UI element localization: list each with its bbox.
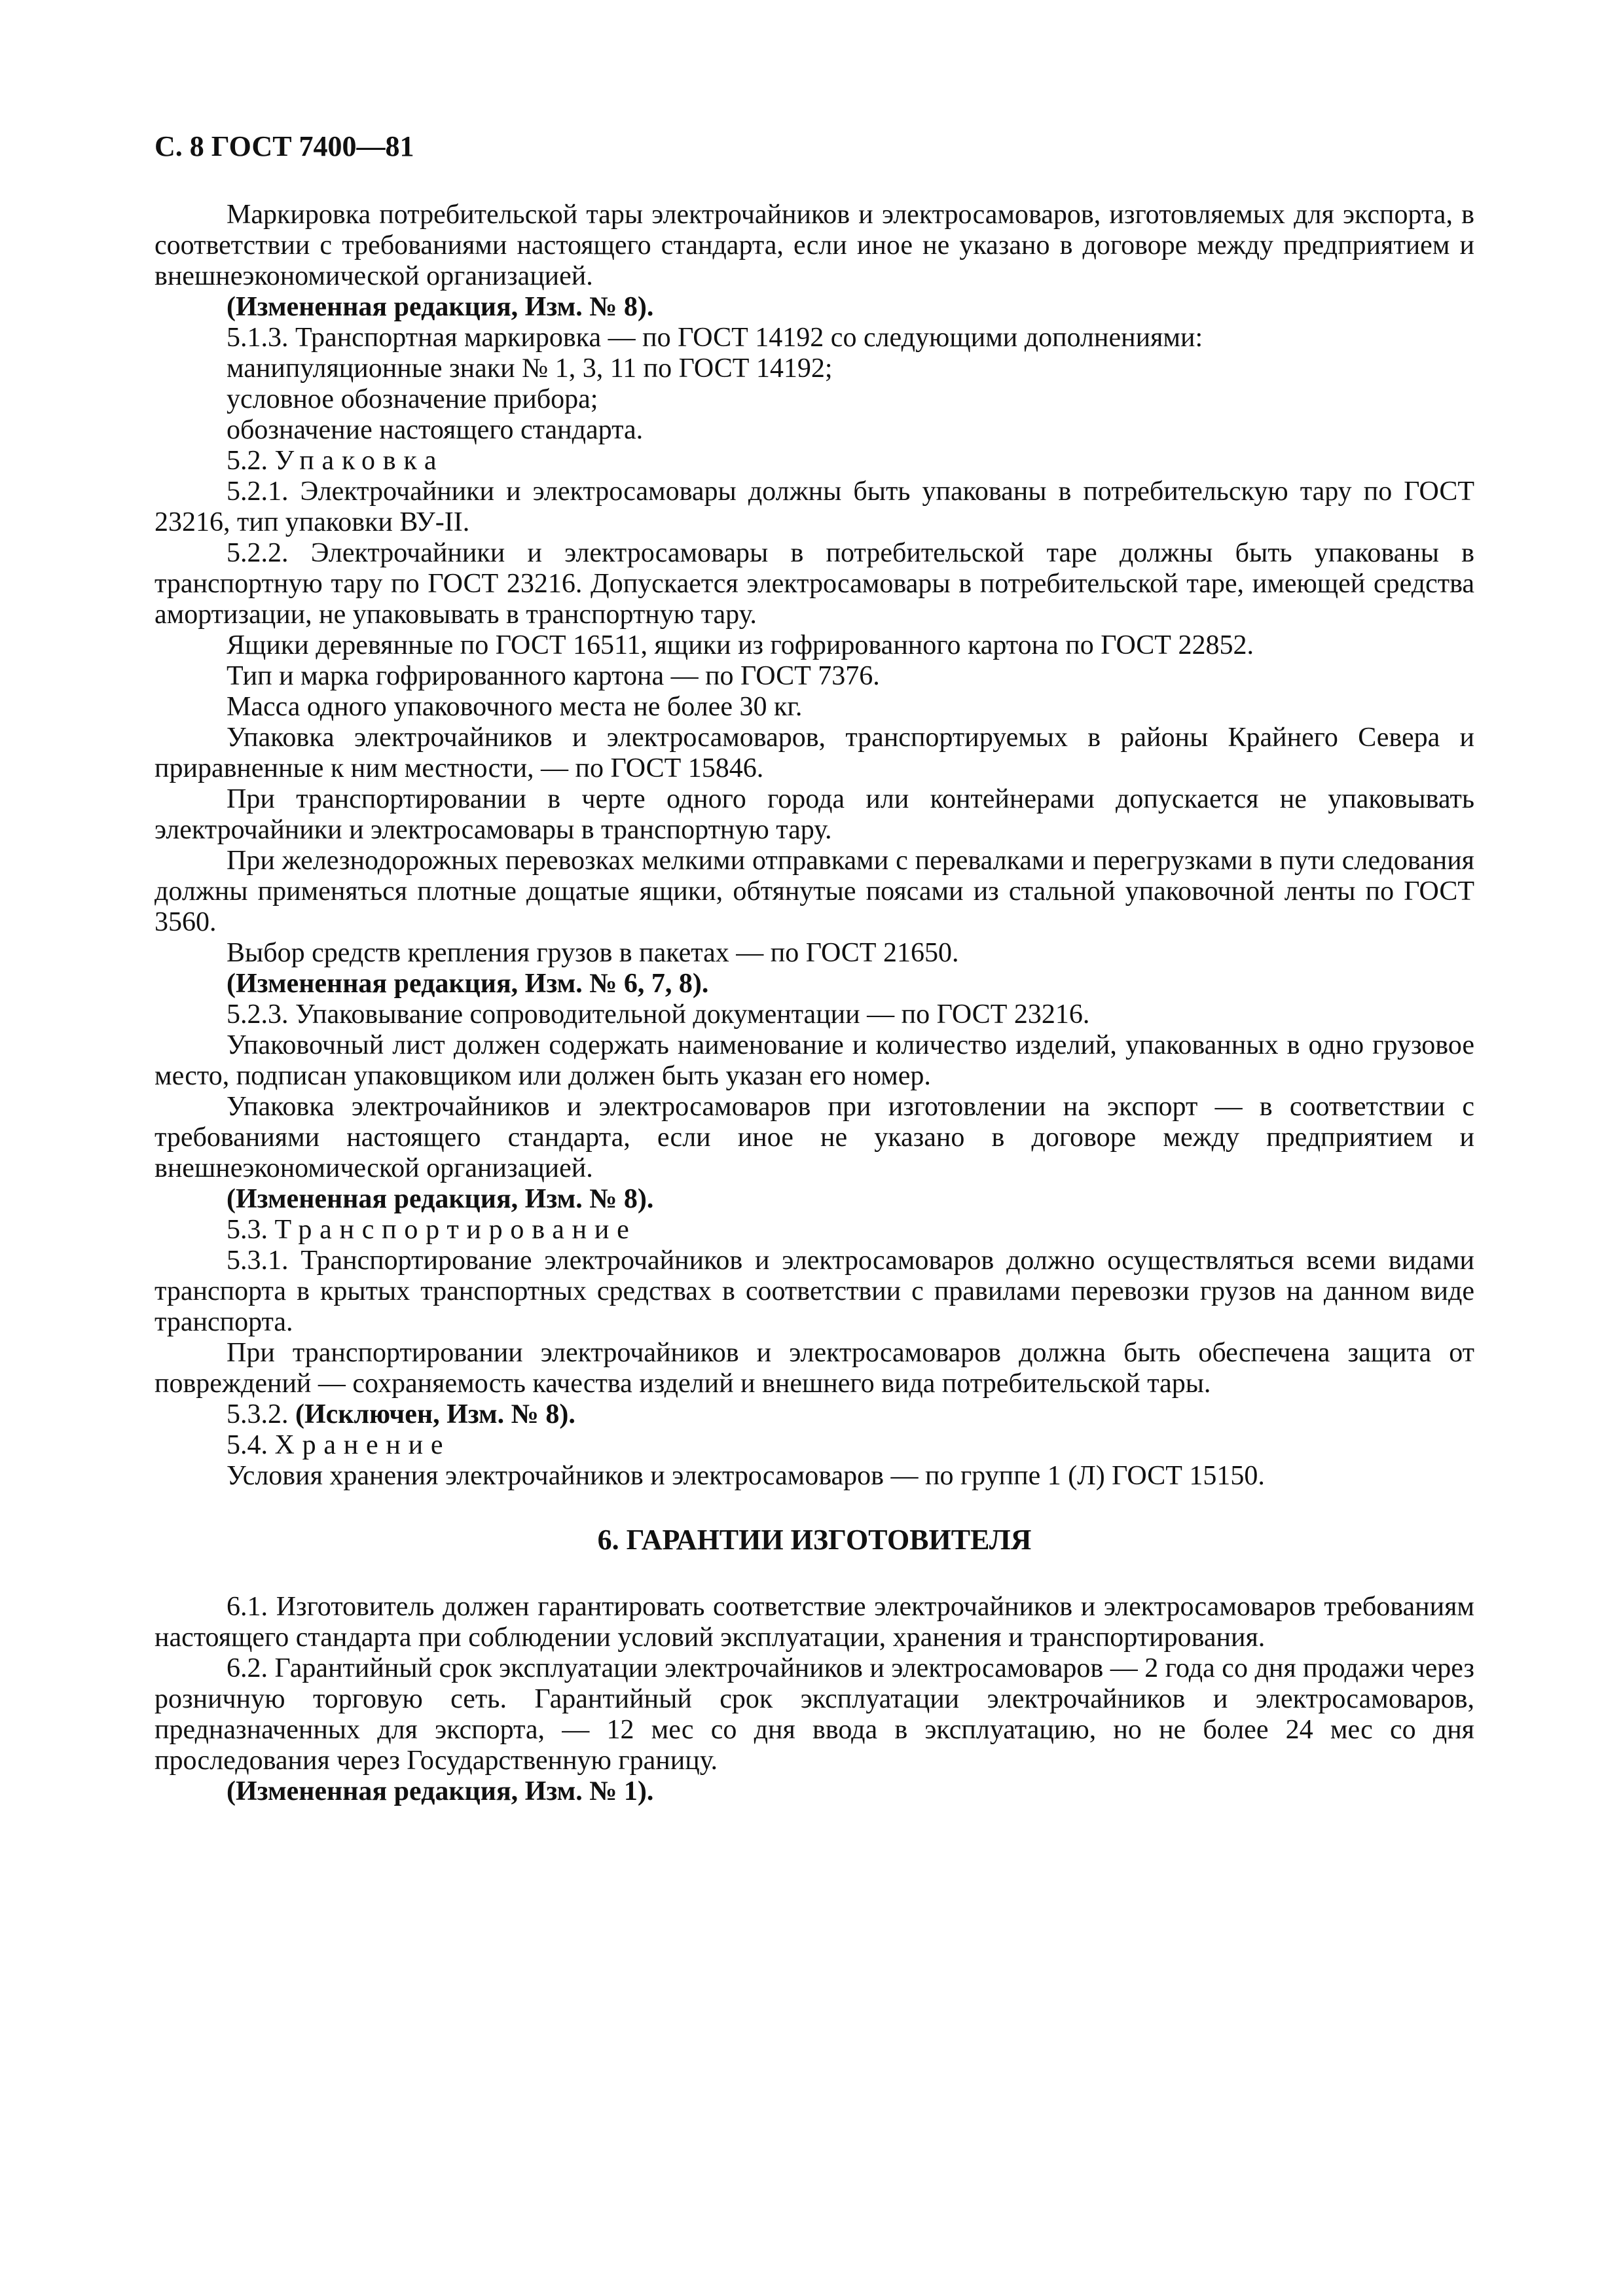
- paragraph-5-3-1: 5.3.1. Транспортирование электрочайников и электросамоваров должно осуществляться всеми видами транспорта в крытых транспортных средствах в соответствии с правилами перевозки грузов на данном виде транспорта.: [155, 1246, 1474, 1337]
- subsection-5-2: [155, 446, 1474, 476]
- paragraph: Ящики деревянные по ГОСТ 16511, ящики из гофрированного картона по ГОСТ 22852.: [227, 630, 1254, 660]
- paragraph: При транспортировании в черте одного города или контейнерами допускается не упаковывать электрочайники и электросамовары в транспортную тару.: [155, 784, 1474, 845]
- subsection-number: 5.3.: [227, 1215, 275, 1245]
- subsection-number: 5.4.: [227, 1430, 275, 1460]
- paragraph-5-2-3: 5.2.3. Упаковывание сопроводительной документации — по ГОСТ 23216.: [227, 999, 1090, 1030]
- paragraph-marking-export: Маркировка потребительской тары электрочайников и электросамоваров, изготовляемых для экспорта, в соответствии с требованиями настоящего стандарта, если иное не указано в договоре между предприятием и внешнеэкономической организацией.: [155, 200, 1474, 291]
- amendment-note: (Измененная редакция, Изм. № 6, 7, 8).: [227, 969, 709, 999]
- subsection-5-4: [155, 1430, 1474, 1461]
- paragraph: Упаковка электрочайников и электросамоваров при изготовлении на экспорт — в соответствии с требованиями настоящего стандарта, если иное не указано в договоре между предприятием и внешнеэкономической организацией.: [155, 1092, 1474, 1183]
- paragraph: Масса одного упаковочного места не более 30 кг.: [227, 692, 803, 722]
- paragraph-5-2-1: 5.2.1. Электрочайники и электросамовары должны быть упакованы в потребительскую тару по ГОСТ 23216, тип упаковки ВУ-II.: [155, 476, 1474, 537]
- paragraph: Упаковка электрочайников и электросамоваров, транспортируемых в районы Крайнего Севера и приравненные к ним местности, — по ГОСТ 15846.: [155, 723, 1474, 783]
- excluded-note: (Исключен, Изм. № 8).: [295, 1399, 575, 1429]
- subsection-5-3: [155, 1215, 1474, 1246]
- subsection-number: 5.2.: [227, 446, 275, 476]
- paragraph: Выбор средств крепления грузов в пакетах — по ГОСТ 21650.: [227, 938, 959, 968]
- amendment-note: (Измененная редакция, Изм. № 1).: [227, 1776, 654, 1806]
- amendment-note: (Измененная редакция, Изм. № 8).: [227, 292, 654, 322]
- page-header: С. 8 ГОСТ 7400—81: [155, 130, 414, 162]
- paragraph: Тип и марка гофрированного картона — по ГОСТ 7376.: [227, 661, 880, 691]
- paragraph-5-2-2: 5.2.2. Электрочайники и электросамовары в потребительской таре должны быть упакованы в транспортную тару по ГОСТ 23216. Допускается электросамовары в потребительской таре, имеющей средства амортизации, не упаковывать в транспортную тару.: [155, 538, 1474, 630]
- subsection-title: Хранение: [274, 1430, 451, 1460]
- section-heading: 6. ГАРАНТИИ ИЗГОТОВИТЕЛЯ: [597, 1524, 1032, 1556]
- list-item: манипуляционные знаки № 1, 3, 11 по ГОСТ 14192;: [227, 353, 833, 384]
- subsection-title: Упаковка: [274, 446, 445, 476]
- paragraph: При железнодорожных перевозках мелкими отправками с перевалками и перегрузками в пути следования должны применяться плотные дощатые ящики, обтянутые поясами из стальной упаковочной ленты по ГОСТ 3560.: [155, 846, 1474, 937]
- clause-number: 5.3.2.: [227, 1399, 295, 1429]
- list-item: обозначение настоящего стандарта.: [227, 415, 644, 445]
- paragraph: Условия хранения электрочайников и электросамоваров — по группе 1 (Л) ГОСТ 15150.: [227, 1461, 1265, 1491]
- amendment-note: (Измененная редакция, Изм. № 8).: [227, 1184, 654, 1214]
- paragraph-5-1-3: 5.1.3. Транспортная маркировка — по ГОСТ 14192 со следующими дополнениями:: [227, 323, 1203, 353]
- paragraph-6-1: 6.1. Изготовитель должен гарантировать соответствие электрочайников и электросамоваров требованиям настоящего стандарта при соблюдении условий эксплуатации, хранения и транспортирования.: [155, 1592, 1474, 1653]
- document-page: [155, 131, 1474, 1807]
- paragraph: Упаковочный лист должен содержать наименование и количество изделий, упакованных в одно грузовое место, подписан упаковщиком или должен быть указан его номер.: [155, 1030, 1474, 1091]
- list-item: условное обозначение прибора;: [227, 384, 598, 414]
- paragraph-5-3-2: [155, 1399, 1474, 1430]
- paragraph-6-2: 6.2. Гарантийный срок эксплуатации электрочайников и электросамоваров — 2 года со дня продажи через розничную торговую сеть. Гарантийный срок эксплуатации электрочайников и электросамоваров, предназначенных для экспорта, — 12 мес со дня ввода в эксплуатацию, но не более 24 мес со дня проследования через Государственную границу.: [155, 1653, 1474, 1776]
- paragraph: При транспортировании электрочайников и электросамоваров должна быть обеспечена защита от повреждений — сохраняемость качества изделий и внешнего вида потребительской тары.: [155, 1338, 1474, 1399]
- subsection-title: Транспортирование: [274, 1215, 637, 1245]
